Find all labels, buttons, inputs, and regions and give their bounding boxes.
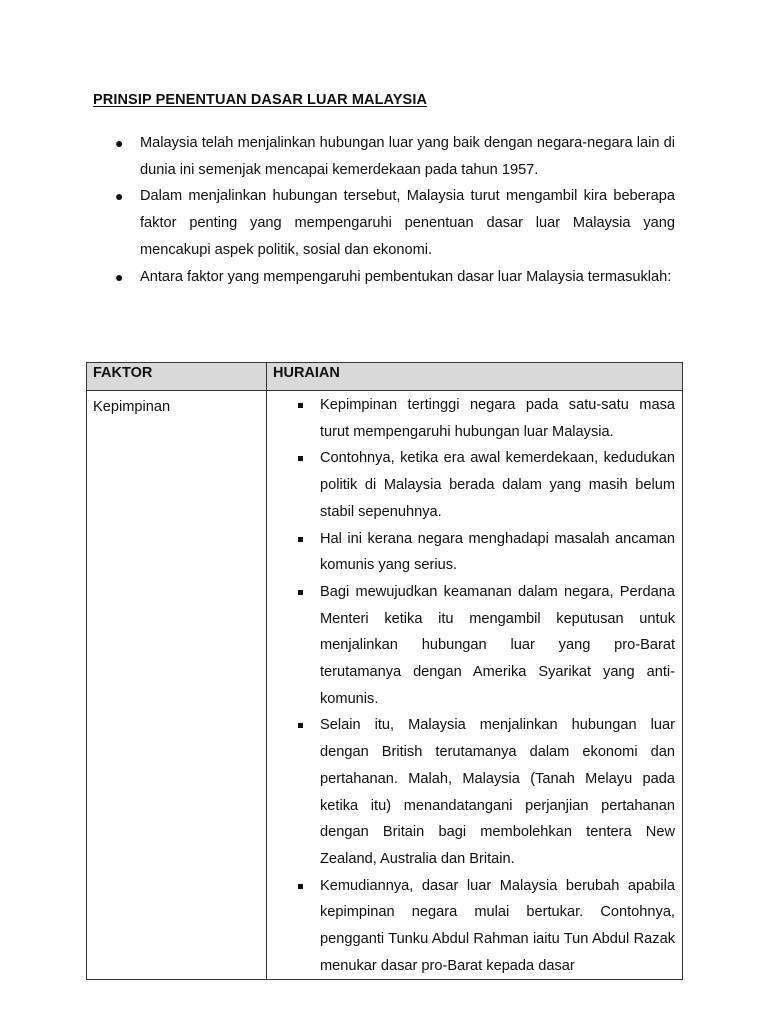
table-row [87, 391, 683, 980]
intro-bullet-item [93, 130, 675, 183]
faktor-cell: Kepimpinan [87, 391, 267, 980]
intro-bullet-item [93, 264, 675, 291]
header-huraian: HURAIAN [267, 363, 683, 391]
header-faktor: FAKTOR [87, 363, 267, 391]
square-bullet-icon [298, 884, 303, 889]
bullet-dot-icon: ● [115, 188, 124, 205]
intro-bullet-item [93, 183, 675, 263]
square-bullet-icon [298, 403, 303, 408]
huraian-text: Hal ini kerana negara menghadapi masalah ancaman komunis yang serius. [320, 530, 675, 574]
huraian-text: Kemudiannya, dasar luar Malaysia berubah apabila kepimpinan negara mulai bertukar. Contohnya, pengganti Tunku Abdul Rahman iaitu Tun Abdul Razak menukar dasar pro-Barat kepada dasar [320, 877, 675, 974]
huraian-text: Contohnya, ketika era awal kemerdekaan, kedudukan politik di Malaysia berada dalam yang masih belum stabil sepenuhnya. [320, 450, 675, 520]
huraian-text: Selain itu, Malaysia menjalinkan hubungan luar dengan British terutamanya dalam ekonomi dan pertahanan. Malah, Malaysia (Tanah Melayu pada ketika itu) menandatangani perjanjian pertahanan dengan Britain bagi membolehkan tentera New Zealand, Australia dan Britain. [320, 717, 675, 867]
intro-bullet-list [93, 130, 675, 290]
square-bullet-icon [298, 537, 303, 542]
huraian-list [267, 392, 682, 979]
table-header-row [87, 363, 683, 391]
huraian-item [267, 445, 675, 525]
intro-bullet-text: Dalam menjalinkan hubungan tersebut, Malaysia turut mengambil kira beberapa faktor penting yang mempengaruhi penentuan dasar luar Malaysia yang mencakupi aspek politik, sosial dan ekonomi. [140, 188, 675, 258]
square-bullet-icon [298, 723, 303, 728]
bullet-dot-icon: ● [115, 268, 124, 285]
bullet-dot-icon: ● [115, 135, 124, 151]
huraian-text: Kepimpinan tertinggi negara pada satu-satu masa turut mempengaruhi hubungan luar Malaysia. [320, 397, 675, 440]
huraian-text: Bagi mewujudkan keamanan dalam negara, Perdana Menteri ketika itu mengambil keputusan untuk menjalinkan hubungan luar yang pro-Barat terutamanya dengan Amerika Syarikat yang anti-komunis. [320, 583, 675, 707]
factor-table [86, 362, 683, 980]
square-bullet-icon [298, 590, 303, 595]
huraian-item [267, 579, 675, 713]
huraian-item [267, 712, 675, 872]
huraian-cell [267, 391, 683, 980]
intro-bullet-text: Malaysia telah menjalinkan hubungan luar yang baik dengan negara-negara lain di dunia ini semenjak mencapai kemerdekaan pada tahun 1957. [140, 135, 675, 178]
document-title: PRINSIP PENENTUAN DASAR LUAR MALAYSIA [93, 92, 428, 108]
square-bullet-icon [298, 456, 303, 461]
huraian-item [267, 526, 675, 579]
intro-bullet-text: Antara faktor yang mempengaruhi pembentukan dasar luar Malaysia termasuklah: [140, 268, 672, 285]
huraian-item [267, 873, 675, 980]
huraian-item [267, 392, 675, 445]
